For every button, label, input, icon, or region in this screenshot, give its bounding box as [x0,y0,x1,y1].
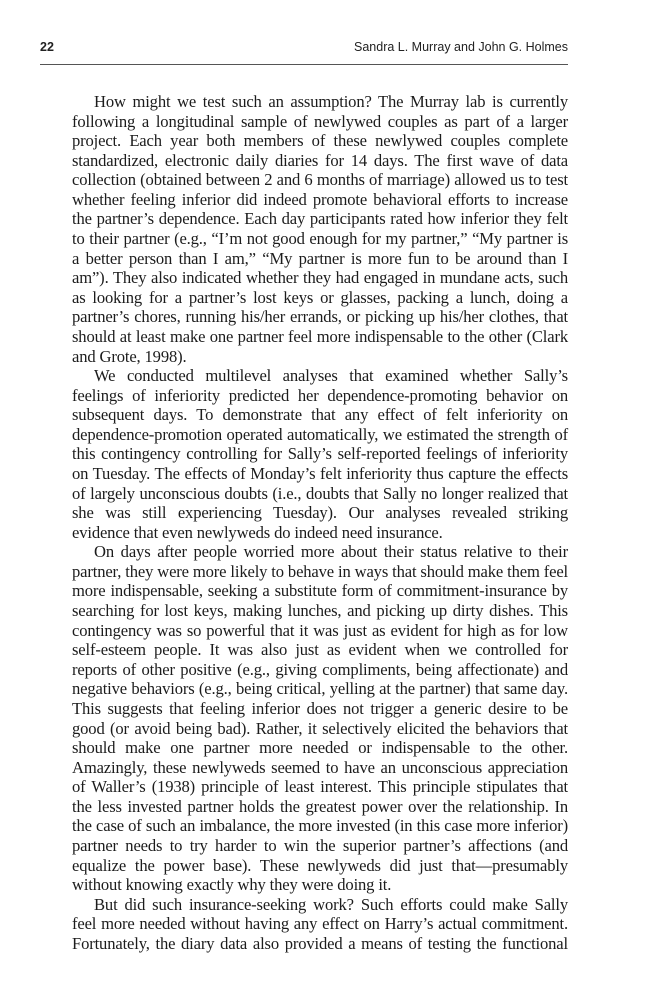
running-head [40,40,568,62]
paragraph: But did such insurance-seeking work? Such efforts could make Sally feel more needed without having any effect on Harry’s actual commitment. Fortunately, the diary data also provided a means of testing the functional [72,894,568,953]
paragraph: On days after people worried more about their status relative to their partner, they were more likely to behave in ways that should make them feel more indispensable, seeking a substitute form of commitment-insurance by searching for lost keys, making lunches, and picking up dirty dishes. This contingency was so powerful that it was just as evident for high as for low self-esteem people. It was also just as evident when we controlled for reports of other positive (e.g., giving compliments, being affectionate) and negative behaviors (e.g., being critical, yelling at the partner) that same day. This suggests that feeling inferior does not trigger a generic desire to be good (or avoid being bad). Rather, it selectively elicited the behaviors that should make one partner more needed or indispensable to the other. Amazingly, these newlyweds seemed to have an unconscious appreciation of Waller’s (1938) principle of least interest. This principle stipulates that the less invested partner holds the greatest power over the relationship. In the case of such an imbalance, the more invested (in this case more inferior) partner needs to try harder to win the superior partner’s affections (and equalize the power base). These newlyweds did just that—presumably without knowing exactly why they were doing it. [72,542,568,895]
header-divider [40,64,568,65]
paragraph: How might we test such an assumption? The Murray lab is currently following a longitudinal sample of newlywed couples as part of a larger project. Each year both members of these newlywed couples complete standardized, electronic daily diaries for 14 days. The first wave of data collection (obtained between 2 and 6 months of marriage) allowed us to test whether feeling inferior did indeed promote behavioral efforts to increase the partner’s dependence. Each day participants rated how inferior they felt to their partner (e.g., “I’m not good enough for my partner,” “My partner is a better person than I am,” “My partner is more fun to be around than I am”). They also indicated whether they had engaged in mundane acts, such as looking for a partner’s lost keys or glasses, packing a lunch, doing a partner’s chores, running his/her errands, or picking up his/her clothes, that should at least make one partner feel more indispensable to the other (Clark and Grote, 1998). [72,92,568,366]
body-text [72,92,568,953]
running-head-authors: Sandra L. Murray and John G. Holmes [354,40,568,54]
page-number: 22 [40,40,54,54]
paragraph: We conducted multilevel analyses that examined whether Sally’s feelings of inferiority predicted her dependence-promoting behavior on subsequent days. To demonstrate that any effect of felt inferiority on dependence-promotion operated automatically, we estimated the strength of this contingency controlling for Sally’s self-reported feelings of inferiority on Tuesday. The effects of Monday’s felt inferiority thus capture the effects of largely unconscious doubts (i.e., doubts that Sally no longer realized that she was still experiencing Tuesday). Our analyses revealed striking evidence that even newlyweds do indeed need insurance. [72,366,568,542]
